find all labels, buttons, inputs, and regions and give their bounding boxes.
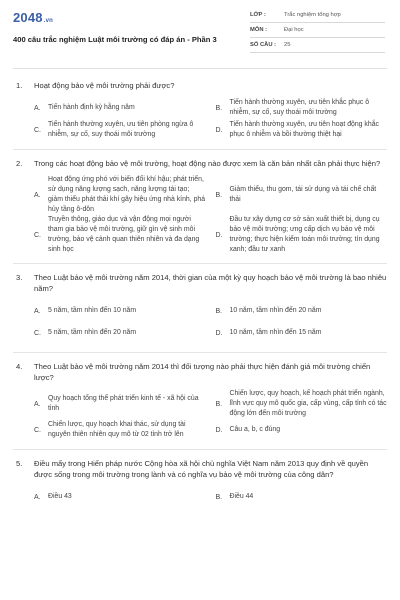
- logo-main: 2048: [13, 10, 43, 25]
- question-divider: [13, 149, 387, 150]
- question-text: [16, 458, 387, 480]
- answer-option-b[interactable]: [216, 389, 388, 419]
- question-text: [16, 361, 387, 383]
- answer-option-a[interactable]: [34, 97, 206, 119]
- question-item: [0, 158, 400, 255]
- option-letter: B.: [215, 493, 223, 501]
- answer-option-c[interactable]: [34, 419, 206, 441]
- option-letter: C.: [34, 126, 41, 134]
- exam-title: 400 câu trắc nghiệm Luật môi trường có đáp án - Phần 3: [13, 35, 217, 44]
- option-text: Đầu tư xây dựng cơ sở sản xuất thiết bị, dụng cụ bảo vệ môi trường; ưng cấp dịch vụ bảo vệ môi trường; thực hiện kiểm toán môi trường; tín dụng xanh; đầu tư xanh: [229, 216, 380, 253]
- answer-option-b[interactable]: [216, 486, 388, 508]
- meta-row-count: [250, 38, 385, 53]
- question-body: Theo Luật bảo vệ môi trường năm 2014 thì đối tượng nào phải thực hiện đánh giá môi trường chiến lược?: [34, 362, 371, 382]
- question-list: [0, 80, 400, 508]
- answer-option-b[interactable]: [216, 175, 388, 215]
- option-text: 5 năm, tầm nhìn đến 10 năm: [48, 307, 137, 314]
- option-letter: A.: [34, 400, 41, 408]
- answer-options: [16, 389, 387, 441]
- option-text: Quy hoạch tổng thể phát triển kinh tế - xã hội của tỉnh: [48, 395, 199, 412]
- question-text: [16, 80, 387, 91]
- question-item: [0, 272, 400, 344]
- option-letter: B.: [215, 104, 223, 112]
- question-number: 5.: [16, 459, 23, 468]
- option-letter: D.: [215, 329, 223, 337]
- meta-row-subject: [250, 23, 385, 38]
- option-text: 5 năm, tầm nhìn đến 20 năm: [48, 329, 137, 336]
- option-letter: B.: [215, 400, 223, 408]
- option-text: Điều 43: [48, 493, 72, 500]
- option-text: 10 năm, tầm nhìn đến 15 năm: [229, 329, 322, 336]
- answer-option-a[interactable]: [34, 486, 206, 508]
- answer-options: [16, 300, 387, 344]
- question-item: [0, 458, 400, 508]
- answer-option-a[interactable]: [34, 389, 206, 419]
- header-divider: [13, 68, 387, 69]
- option-letter: B.: [215, 191, 223, 199]
- question-body: Theo Luật bảo vệ môi trường năm 2014, thời gian của một kỳ quy hoạch bảo vệ môi trường là bao nhiêu năm?: [34, 273, 387, 293]
- question-item: [0, 80, 400, 141]
- answer-option-d[interactable]: [216, 322, 388, 344]
- answer-option-d[interactable]: [216, 215, 388, 255]
- option-letter: D.: [215, 126, 223, 134]
- question-divider: [13, 263, 387, 264]
- answer-option-d[interactable]: [216, 419, 388, 441]
- meta-row-class: [250, 8, 385, 23]
- meta-value: Trắc nghiệm tổng hợp: [284, 12, 341, 18]
- option-text: Câu a, b, c đúng: [229, 426, 281, 433]
- meta-value: Đại học: [284, 27, 304, 33]
- option-text: Tiến hành thường xuyên, ưu tiên hoạt động khắc phục ô nhiễm và bồi thường thiệt hại: [229, 121, 379, 138]
- question-body: Trong các hoạt động bảo vệ môi trường, hoạt động nào được xem là căn bản nhất cần phải thực hiện?: [34, 159, 381, 168]
- answer-options: [16, 97, 387, 141]
- answer-option-c[interactable]: [34, 119, 206, 141]
- meta-label: SỐ CÂU :: [250, 42, 277, 48]
- answer-options: [16, 486, 387, 508]
- option-text: Tiến hành thường xuyên, ưu tiên khắc phục ô nhiễm, sự cố, suy thoái môi trường: [229, 99, 370, 116]
- option-letter: A.: [34, 307, 41, 315]
- answer-option-d[interactable]: [216, 119, 388, 141]
- question-text: [16, 272, 387, 294]
- meta-label: LỚP :: [250, 12, 266, 18]
- exam-meta-panel: [250, 8, 385, 53]
- site-logo[interactable]: [13, 10, 53, 25]
- option-text: Điều 44: [229, 493, 254, 500]
- option-letter: C.: [34, 426, 41, 434]
- logo-domain: .vn: [43, 18, 54, 24]
- option-letter: D.: [215, 231, 223, 239]
- option-letter: A.: [34, 191, 41, 199]
- question-number: 3.: [16, 273, 23, 282]
- option-text: Truyền thông, giáo dục và vận động mọi người tham gia bảo vệ môi trường, giữ gìn vệ sinh môi trường, bảo vệ cảnh quan thiên nhiên và đa dạng sinh học: [48, 216, 200, 253]
- option-letter: D.: [215, 426, 223, 434]
- question-divider: [13, 352, 387, 353]
- option-text: Chiến lược, quy hoạch, kế hoạch phát triển ngành, lĩnh vực quy mô quốc gia, cấp vùng, cấp tỉnh có tác động lớn đến môi trường: [229, 390, 387, 417]
- option-text: Tiến hành định kỳ hằng năm: [48, 104, 135, 111]
- option-text: Giảm thiểu, thu gom, tái sử dụng và tái chế chất thải: [229, 186, 377, 203]
- question-number: 2.: [16, 159, 23, 168]
- question-number: 1.: [16, 81, 23, 90]
- answer-option-c[interactable]: [34, 322, 206, 344]
- option-letter: C.: [34, 231, 41, 239]
- option-letter: C.: [34, 329, 41, 337]
- option-text: 10 năm, tầm nhìn đến 20 năm: [229, 307, 322, 314]
- question-text: [16, 158, 387, 169]
- question-body: Điều mấy trong Hiến pháp nước Cộng hòa xã hội chủ nghĩa Việt Nam năm 2013 quy định về quyền được sống trong môi trường trong lành và có nghĩa vụ bảo vệ môi trường của công dân?: [34, 459, 369, 479]
- answer-option-a[interactable]: [34, 300, 206, 322]
- meta-value: 25: [284, 42, 291, 48]
- answer-option-a[interactable]: [34, 175, 206, 215]
- question-body: Hoạt động bảo vệ môi trường phải được?: [34, 81, 175, 90]
- answer-option-b[interactable]: [216, 300, 388, 322]
- option-letter: A.: [34, 104, 41, 112]
- answer-option-b[interactable]: [216, 97, 388, 119]
- answer-options: [16, 175, 387, 255]
- question-number: 4.: [16, 362, 23, 371]
- meta-label: MÔN :: [250, 27, 268, 33]
- option-letter: A.: [34, 493, 41, 501]
- option-letter: B.: [215, 307, 223, 315]
- answer-option-c[interactable]: [34, 215, 206, 255]
- option-text: Hoạt động ứng phó với biến đổi khí hậu; phát triển, sử dụng năng lượng sạch, năng lượng tái tạo; giảm thiểu phát thải khí gây hiệu ứng nhà kính, phá hủy tầng ô-dôn: [48, 176, 206, 213]
- option-text: Tiến hành thường xuyên, ưu tiên phòng ngừa ô nhiễm, sự cố, suy thoái môi trường: [48, 121, 194, 138]
- question-item: [0, 361, 400, 441]
- question-divider: [13, 449, 387, 450]
- page-header: [0, 0, 400, 66]
- option-text: Chiến lược, quy hoạch khai thác, sử dụng tài nguyên thiên nhiên quy mô từ 02 tỉnh trở lên: [48, 421, 186, 438]
